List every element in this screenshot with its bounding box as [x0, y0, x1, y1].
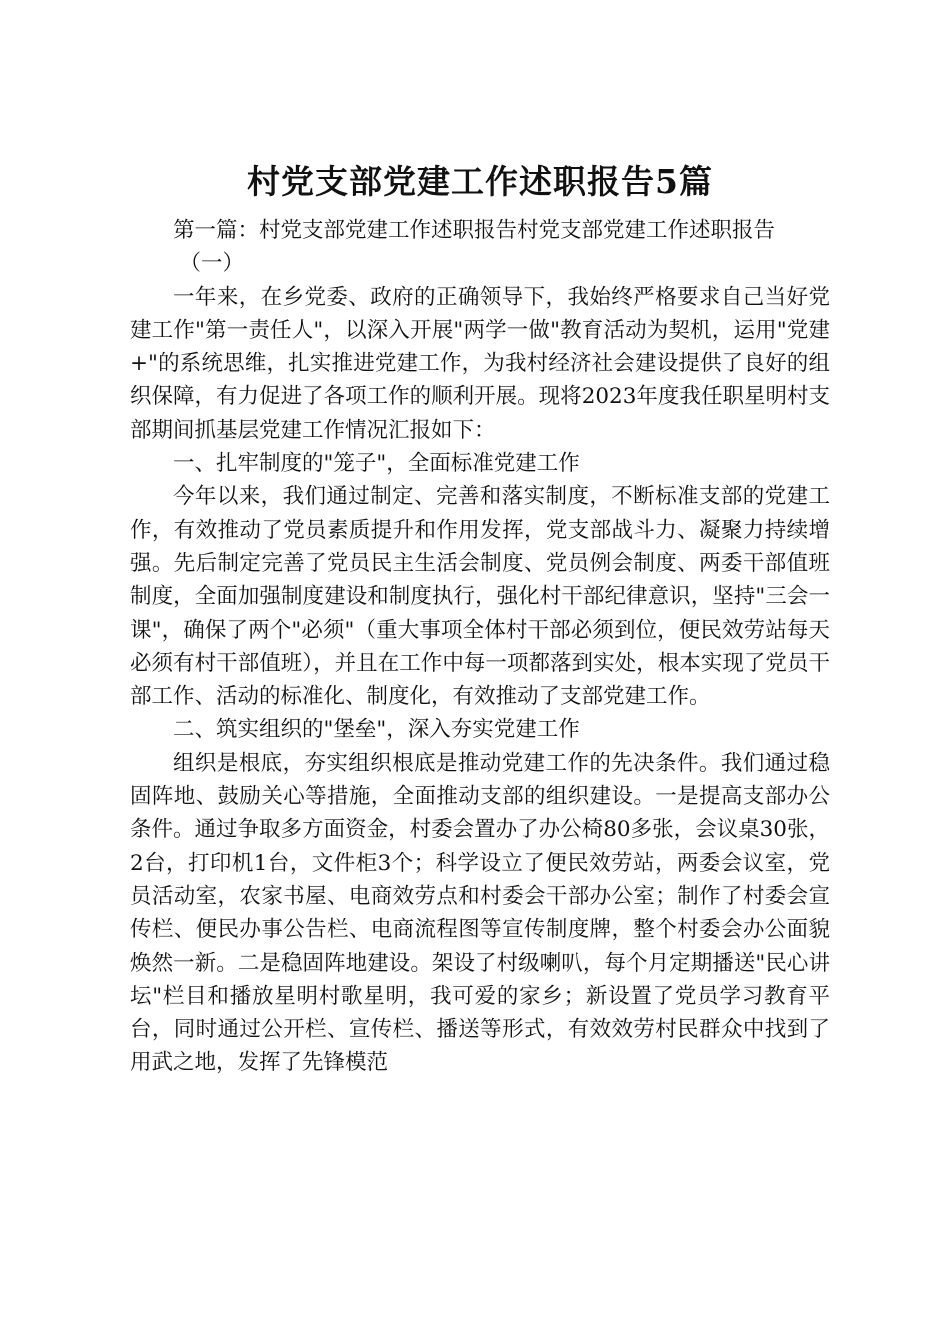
document-page [130, 160, 830, 1080]
body-paragraph-2: 组织是根底，夯实组织根底是推动党建工作的先决条件。我们通过稳固阵地、鼓励关心等措施，全面推动支部的组织建设。一是提高支部办公条件。通过争取多方面资金，村委会置办了办公椅80多张，会议桌30张，2台，打印机1台，文件柜3个；科学设立了便民效劳站，两委会议室，党员活动室，农家书屋、电商效劳点和村委会干部办公室；制作了村委会宣传栏、便民办事公告栏、电商流程图等宣传制度牌，整个村委会办公面貌焕然一新。二是稳固阵地建设。架设了村级喇叭，每个月定期播送"民心讲坛"栏目和播放星明村歌星明，我可爱的家乡；新设置了党员学习教育平台，同时通过公开栏、宣传栏、播送等形式，有效效劳村民群众中找到了用武之地，发挥了先锋模范 [130, 750, 830, 1076]
body-paragraph-intro: 一年来，在乡党委、政府的正确领导下，我始终严格要求自己当好党建工作"第一责任人"，以深入开展"两学一做"教育活动为契机，运用"党建+"的系统思维，扎实推进党建工作，为我村经济社会建设提供了良好的组织保障，有力促进了各项工作的顺利开展。现将2023年度我任职星明村支部期间抓基层党建工作情况汇报如下： [130, 284, 830, 443]
chapter-heading: 第一篇：村党支部党建工作述职报告村党支部党建工作述职报告 [173, 218, 776, 243]
document-title: 村党支部党建工作述职报告5篇 [247, 162, 713, 201]
section-number: （一） [179, 251, 244, 277]
section-heading-1: 一、扎牢制度的"笼子"，全面标准党建工作 [173, 451, 580, 477]
section-heading-2: 二、筑实组织的"堡垒"，深入夯实党建工作 [173, 717, 580, 743]
body-paragraph-1: 今年以来，我们通过制定、完善和落实制度，不断标准支部的党建工作，有效推动了党员素质提升和作用发挥，党支部战斗力、凝聚力持续增强。先后制定完善了党员民主生活会制度、党员例会制度、两委干部值班制度，全面加强制度建设和制度执行，强化村干部纪律意识，坚持"三会一课"，确保了两个"必须"（重大事项全体村干部必须到位，便民效劳站每天必须有村干部值班），并且在工作中每一项都落到实处，根本实现了党员干部工作、活动的标准化、制度化，有效推动了支部党建工作。 [130, 484, 830, 710]
